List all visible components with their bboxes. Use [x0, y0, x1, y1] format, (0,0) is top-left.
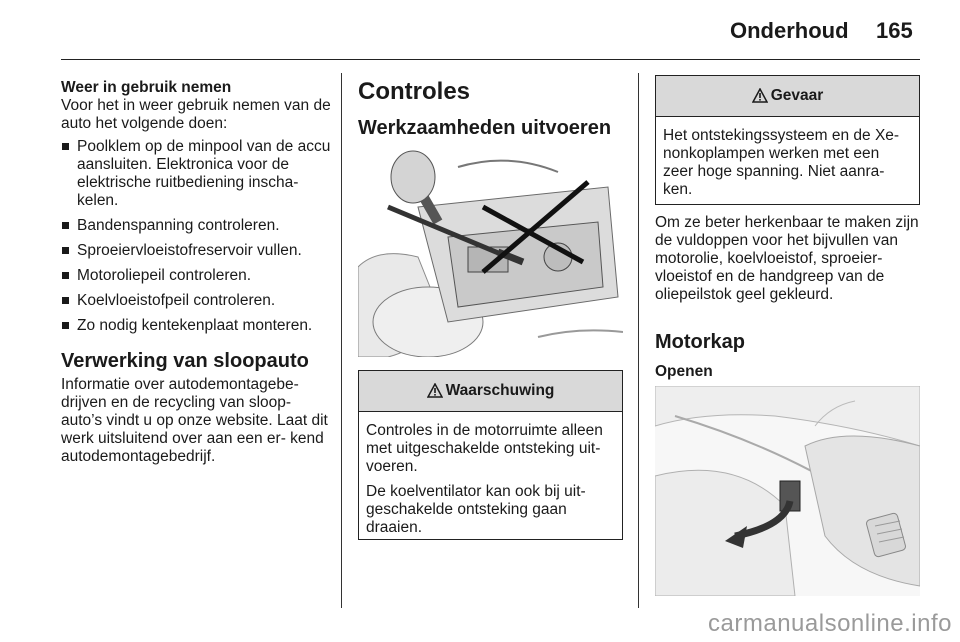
column-divider-1	[341, 73, 342, 608]
section-text-verwerking: Informatie over autodemontagebe- drijven en de recycling van sloop- auto’s vindt u op onze website. Laat dit werk uitsluitend over aan een er- kend autodemontagebedrijf.	[61, 376, 328, 465]
danger-box	[655, 75, 920, 205]
section-title-motorkap: Motorkap	[655, 331, 745, 353]
bullet-square-icon	[62, 247, 69, 254]
danger-header	[656, 76, 919, 117]
bullet-square-icon	[62, 222, 69, 229]
hood-release-illustration	[655, 386, 920, 596]
list-item: Zo nodig kentekenplaat monteren.	[61, 317, 331, 335]
column-1	[61, 78, 331, 466]
bullet-square-icon	[62, 143, 69, 150]
section-title-verwerking: Verwerking van sloopauto	[61, 350, 309, 372]
section-title-controles: Controles	[358, 78, 471, 105]
list-item: Koelvloeistofpeil controleren.	[61, 292, 331, 310]
page-header-title: Onderhoud	[730, 18, 849, 43]
bullet-list	[61, 138, 331, 335]
section-intro: Voor het in weer gebruik nemen van de auto het volgende doen:	[61, 97, 331, 132]
page-number: 165	[876, 18, 913, 43]
engine-bay-illustration	[358, 147, 623, 357]
list-item: Motoroliepeil controleren.	[61, 267, 331, 285]
warning-text-1: Controles in de motorruimte alleen met uitgeschakelde ontsteking uit- voeren.	[366, 422, 603, 475]
column-2	[358, 78, 623, 140]
list-item: Poolklem op de minpool van de accu aansluiten. Elektronica voor de elektrische ruitbediening inscha- kelen.	[61, 138, 331, 210]
column-3	[655, 214, 920, 381]
warning-text-2: De koelventilator kan ook bij uit- geschakelde ontsteking gaan draaien.	[366, 483, 586, 536]
filler-caps-paragraph: Om ze beter herkenbaar te maken zijn de vuldoppen voor het bijvullen van motorolie, koelvloeistof, sproeier- vloeistof en de handgreep van de oliepeilstok geel gekleurd.	[655, 214, 919, 303]
section-title-weer-in-gebruik: Weer in gebruik nemen	[61, 79, 232, 96]
bullet-square-icon	[62, 272, 69, 279]
column-divider-2	[638, 73, 639, 608]
bullet-square-icon	[62, 322, 69, 329]
subsection-title-openen: Openen	[655, 363, 713, 380]
warning-box	[358, 370, 623, 540]
bullet-square-icon	[62, 297, 69, 304]
warning-header	[359, 371, 622, 412]
footer-watermark: carmanualsonline.info	[708, 610, 952, 637]
header-rule	[61, 59, 920, 60]
list-item: Sproeiervloeistofreservoir vullen.	[61, 242, 331, 260]
list-item: Bandenspanning controleren.	[61, 217, 331, 235]
warning-title: Waarschuwing	[445, 382, 555, 399]
subsection-title-werkzaamheden: Werkzaamheden uitvoeren	[358, 117, 612, 139]
danger-text: Het ontstekingssysteem en de Xe- nonkoplampen werken met een zeer hoge spanning. Niet aanra- ken.	[663, 127, 900, 198]
danger-title: Gevaar	[770, 87, 824, 104]
warning-triangle-icon	[752, 88, 768, 104]
warning-triangle-icon	[427, 383, 443, 399]
